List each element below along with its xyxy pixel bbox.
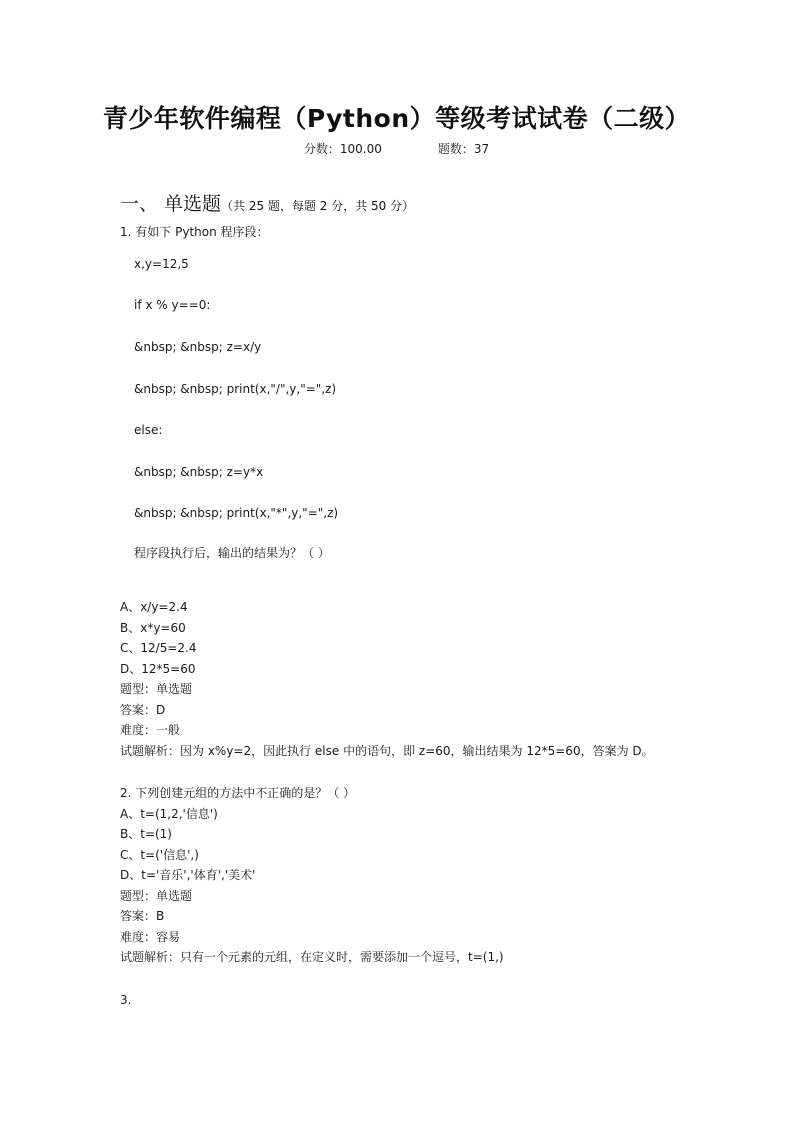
- code-line: &nbsp; &nbsp; print(x,"*",y,"=",z): [134, 506, 339, 520]
- code-line: &nbsp; &nbsp; print(x,"/",y,"=",z): [134, 382, 337, 396]
- code-line: &nbsp; &nbsp; z=x/y: [134, 340, 262, 354]
- option-b: B、t=(1): [120, 827, 172, 841]
- analysis: 试题解析：只有一个元素的元组，在定义时，需要添加一个逗号，t=(1,): [120, 950, 504, 964]
- question-3-stem: 3.: [120, 993, 132, 1007]
- code-line: else:: [134, 423, 163, 437]
- question-type: 题型：单选题: [120, 682, 193, 696]
- code-line: &nbsp; &nbsp; z=y*x: [134, 465, 264, 479]
- score-label: 分数：100.00: [303, 142, 382, 156]
- question-1-prompt: 程序段执行后，输出的结果为？（ ）: [134, 546, 330, 560]
- section-note: （共 25 题，每题 2 分，共 50 分）: [221, 199, 415, 213]
- analysis: 试题解析：因为 x%y=2，因此执行 else 中的语句，即 z=60，输出结果为 12*5=60，答案为 D。: [120, 744, 654, 758]
- answer: 答案：B: [120, 909, 165, 923]
- option-d: D、t='音乐','体育','美术': [120, 868, 256, 882]
- exam-meta: [0, 140, 793, 157]
- section-title: 一、 单选题: [120, 193, 222, 215]
- answer: 答案：D: [120, 703, 166, 717]
- code-line: x,y=12,5: [134, 257, 189, 271]
- question-type: 题型：单选题: [120, 889, 193, 903]
- option-a: A、x/y=2.4: [120, 600, 188, 614]
- question-2-stem: 2. 下列创建元组的方法中不正确的是？（ ）: [120, 786, 356, 800]
- option-d: D、12*5=60: [120, 662, 196, 676]
- question-1-stem: 1. 有如下 Python 程序段：: [120, 225, 269, 239]
- difficulty: 难度：容易: [120, 930, 181, 944]
- option-b: B、x*y=60: [120, 621, 186, 635]
- question-count-label: 题数：37: [437, 142, 490, 156]
- option-a: A、t=(1,2,'信息'): [120, 807, 218, 821]
- option-c: C、t=('信息',): [120, 848, 199, 862]
- page-title: 青少年软件编程（Python）等级考试试卷（二级）: [102, 104, 691, 133]
- section-heading: [120, 189, 414, 216]
- difficulty: 难度：一般: [120, 723, 181, 737]
- option-c: C、12/5=2.4: [120, 641, 197, 655]
- code-line: if x % y==0:: [134, 298, 211, 312]
